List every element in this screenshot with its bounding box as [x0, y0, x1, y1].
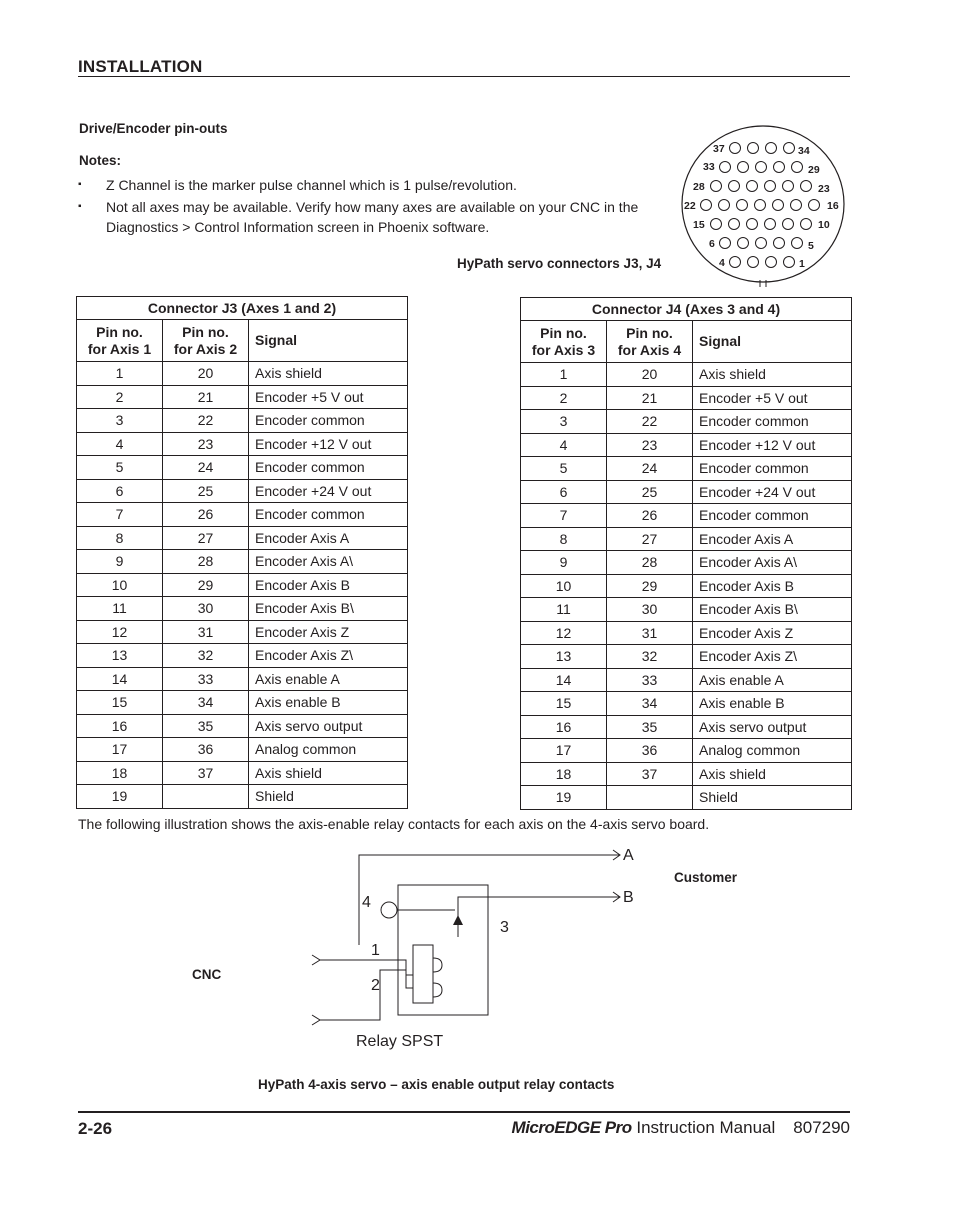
j4-cell-pin-a: 5 — [521, 457, 607, 481]
pin-hole — [783, 181, 794, 192]
table-row — [77, 550, 408, 574]
label-pin-2: 2 — [371, 977, 380, 994]
pin-hole — [791, 200, 802, 211]
j4-cell-pin-b: 26 — [607, 504, 693, 528]
j4-cell-signal: Encoder Axis B — [693, 574, 852, 598]
j4-cell-pin-b: 22 — [607, 410, 693, 434]
notes-label: Notes: — [79, 153, 122, 168]
pin-hole — [730, 257, 741, 268]
j3-header-axis1 — [77, 320, 163, 362]
pin-label-4: 4 — [719, 257, 725, 269]
table-row — [77, 714, 408, 738]
label-b: B — [623, 889, 634, 906]
table-row — [521, 762, 852, 786]
pin-label-16: 16 — [827, 200, 839, 212]
j4-cell-pin-b: 28 — [607, 551, 693, 575]
table-row — [77, 667, 408, 691]
j3-cell-pin-b: 31 — [163, 620, 249, 644]
j4-header-axis3-text: Pin no. for Axis 3 — [531, 324, 596, 358]
pin-label-10: 10 — [818, 219, 830, 231]
table-row — [521, 457, 852, 481]
j4-cell-pin-a: 17 — [521, 739, 607, 763]
relay-intro: The following illustration shows the axis-enable relay contacts for each axis on the 4-axis servo board. — [78, 816, 710, 832]
j3-cell-pin-a: 5 — [77, 456, 163, 480]
j3-cell-signal: Encoder Axis A — [249, 526, 408, 550]
pin-hole — [730, 143, 741, 154]
j4-header-signal: Signal — [693, 321, 852, 363]
pin-hole — [711, 181, 722, 192]
pin-hole — [748, 257, 759, 268]
j4-cell-signal: Axis servo output — [693, 715, 852, 739]
connector-caption: HyPath servo connectors J3, J4 — [457, 256, 662, 271]
pin-hole — [809, 200, 820, 211]
connector-j3-table — [76, 296, 408, 809]
pin-hole — [792, 238, 803, 249]
j4-cell-pin-b: 35 — [607, 715, 693, 739]
j4-cell-signal: Encoder Axis Z\ — [693, 645, 852, 669]
j4-cell-pin-a: 10 — [521, 574, 607, 598]
pin-hole — [720, 238, 731, 249]
j3-cell-pin-a: 3 — [77, 409, 163, 433]
table-row — [77, 644, 408, 668]
label-pin-3: 3 — [500, 919, 509, 936]
j3-cell-pin-b: 28 — [163, 550, 249, 574]
table-row — [521, 692, 852, 716]
pin-hole — [711, 219, 722, 230]
j3-cell-signal: Encoder +5 V out — [249, 385, 408, 409]
table-row — [77, 597, 408, 621]
j3-cell-pin-a: 10 — [77, 573, 163, 597]
pin-hole — [737, 200, 748, 211]
j4-cell-pin-a: 14 — [521, 668, 607, 692]
j3-cell-signal: Axis shield — [249, 362, 408, 386]
pin-hole — [729, 219, 740, 230]
j3-cell-pin-a: 11 — [77, 597, 163, 621]
pin-label-1: 1 — [799, 258, 805, 270]
j3-cell-pin-a: 17 — [77, 738, 163, 762]
table-row — [77, 573, 408, 597]
j3-cell-signal: Encoder Axis A\ — [249, 550, 408, 574]
j3-cell-pin-a: 2 — [77, 385, 163, 409]
table-row — [521, 621, 852, 645]
j4-cell-signal: Encoder Axis A — [693, 527, 852, 551]
j4-cell-pin-a: 12 — [521, 621, 607, 645]
table-row — [521, 645, 852, 669]
customer-label: Customer — [674, 870, 738, 885]
j3-cell-signal: Axis shield — [249, 761, 408, 785]
j3-cell-signal: Encoder common — [249, 409, 408, 433]
footer-rule — [78, 1111, 850, 1113]
j3-cell-pin-b: 34 — [163, 691, 249, 715]
j4-cell-signal: Encoder +5 V out — [693, 386, 852, 410]
j3-cell-signal: Encoder Axis B — [249, 573, 408, 597]
wire-to-b — [458, 897, 620, 937]
j4-cell-pin-b: 29 — [607, 574, 693, 598]
pin-hole — [701, 200, 712, 211]
j3-cell-pin-b: 36 — [163, 738, 249, 762]
pin-hole — [765, 181, 776, 192]
j4-cell-signal: Encoder common — [693, 457, 852, 481]
j3-header-axis2-text: Pin no. for Axis 2 — [173, 323, 238, 357]
j3-cell-pin-b: 26 — [163, 503, 249, 527]
table-row — [77, 479, 408, 503]
pin-label-15: 15 — [693, 219, 705, 231]
j4-cell-pin-b: 34 — [607, 692, 693, 716]
table-row — [521, 786, 852, 810]
j3-cell-pin-a: 18 — [77, 761, 163, 785]
pin-hole — [801, 181, 812, 192]
j3-cell-signal: Analog common — [249, 738, 408, 762]
j3-caption: Connector J3 (Axes 1 and 2) — [77, 297, 408, 320]
table-row — [77, 409, 408, 433]
note-item: ▪ Z Channel is the marker pulse channel which is 1 pulse/revolution. — [78, 175, 660, 195]
j4-cell-pin-b: 32 — [607, 645, 693, 669]
j3-cell-pin-a: 14 — [77, 667, 163, 691]
j3-cell-pin-a: 19 — [77, 785, 163, 809]
j4-cell-pin-b: 30 — [607, 598, 693, 622]
j3-cell-pin-b: 37 — [163, 761, 249, 785]
j4-caption: Connector J4 (Axes 3 and 4) — [521, 298, 852, 321]
table-row — [521, 410, 852, 434]
label-pin-1: 1 — [371, 942, 380, 959]
relay-box — [398, 885, 488, 1015]
j3-cell-pin-b: 22 — [163, 409, 249, 433]
j3-cell-pin-b: 35 — [163, 714, 249, 738]
table-row — [521, 527, 852, 551]
j4-cell-pin-b: 25 — [607, 480, 693, 504]
pin-hole — [756, 162, 767, 173]
pin-label-22: 22 — [684, 200, 696, 212]
pin-hole — [748, 143, 759, 154]
j3-cell-signal: Encoder +12 V out — [249, 432, 408, 456]
j4-cell-pin-a: 15 — [521, 692, 607, 716]
pin-label-29: 29 — [808, 164, 820, 176]
j4-cell-signal: Axis shield — [693, 363, 852, 387]
j3-cell-pin-a: 8 — [77, 526, 163, 550]
j4-cell-pin-b: 21 — [607, 386, 693, 410]
j3-cell-pin-b — [163, 785, 249, 809]
j4-cell-pin-a: 16 — [521, 715, 607, 739]
pin-label-28: 28 — [693, 181, 705, 193]
j3-cell-pin-b: 24 — [163, 456, 249, 480]
j3-cell-signal: Encoder common — [249, 456, 408, 480]
j3-cell-pin-b: 29 — [163, 573, 249, 597]
section-title: INSTALLATION — [78, 57, 203, 76]
j4-cell-pin-a: 8 — [521, 527, 607, 551]
table-row — [521, 598, 852, 622]
pin-label-37: 37 — [713, 143, 725, 155]
j3-cell-pin-a: 6 — [77, 479, 163, 503]
connector-j4-table — [520, 297, 852, 810]
j3-cell-pin-b: 25 — [163, 479, 249, 503]
j4-cell-signal: Encoder Axis B\ — [693, 598, 852, 622]
j3-cell-pin-b: 21 — [163, 385, 249, 409]
table-row — [521, 504, 852, 528]
j4-cell-pin-a: 7 — [521, 504, 607, 528]
j4-cell-pin-a: 2 — [521, 386, 607, 410]
pin-hole — [784, 257, 795, 268]
connector-diagram — [676, 124, 850, 288]
pin-hole — [756, 238, 767, 249]
pin-hole — [729, 181, 740, 192]
relay-label: Relay SPST — [356, 1033, 444, 1050]
pin-label-6: 6 — [709, 238, 715, 250]
pin-hole — [783, 219, 794, 230]
j3-cell-signal: Axis servo output — [249, 714, 408, 738]
table-row — [521, 386, 852, 410]
table-row — [77, 503, 408, 527]
table-row — [521, 433, 852, 457]
pin-hole — [774, 238, 785, 249]
j4-cell-pin-b: 27 — [607, 527, 693, 551]
j4-cell-pin-a: 3 — [521, 410, 607, 434]
j4-header-axis4 — [607, 321, 693, 363]
j4-cell-pin-a: 4 — [521, 433, 607, 457]
j4-cell-pin-b: 31 — [607, 621, 693, 645]
j4-cell-pin-a: 11 — [521, 598, 607, 622]
j3-cell-signal: Encoder common — [249, 503, 408, 527]
pin-hole — [720, 162, 731, 173]
j3-cell-pin-b: 23 — [163, 432, 249, 456]
j3-cell-pin-b: 30 — [163, 597, 249, 621]
pin-label-33: 33 — [703, 161, 715, 173]
pinouts-heading: Drive/Encoder pin-outs — [79, 121, 228, 136]
j3-cell-pin-a: 7 — [77, 503, 163, 527]
table-row — [77, 432, 408, 456]
relay-coil — [413, 945, 433, 1003]
table-row — [521, 480, 852, 504]
table-row — [77, 385, 408, 409]
j3-cell-signal: Axis enable A — [249, 667, 408, 691]
table-row — [521, 715, 852, 739]
j4-cell-pin-b — [607, 786, 693, 810]
j3-cell-pin-b: 32 — [163, 644, 249, 668]
j3-cell-signal: Shield — [249, 785, 408, 809]
brand-name: MicroEDGE Pro — [511, 1118, 632, 1137]
relay-caption: HyPath 4-axis servo – axis enable output relay contacts — [258, 1077, 615, 1092]
j3-cell-signal: Encoder +24 V out — [249, 479, 408, 503]
page-number: 2-26 — [78, 1119, 113, 1138]
j3-header-axis1-text: Pin no. for Axis 1 — [87, 323, 152, 357]
pin-hole — [719, 200, 730, 211]
manual-label: Instruction Manual — [631, 1118, 776, 1137]
j4-cell-pin-b: 37 — [607, 762, 693, 786]
j4-cell-signal: Shield — [693, 786, 852, 810]
j3-cell-pin-a: 1 — [77, 362, 163, 386]
j4-cell-signal: Encoder +24 V out — [693, 480, 852, 504]
j4-cell-signal: Encoder +12 V out — [693, 433, 852, 457]
j4-cell-signal: Encoder Axis Z — [693, 621, 852, 645]
table-row — [77, 526, 408, 550]
contact-arrow — [453, 915, 463, 925]
j4-cell-pin-b: 33 — [607, 668, 693, 692]
j3-cell-signal: Encoder Axis B\ — [249, 597, 408, 621]
j3-cell-signal: Encoder Axis Z\ — [249, 644, 408, 668]
pin-hole — [755, 200, 766, 211]
table-row — [521, 363, 852, 387]
pin-hole — [747, 181, 758, 192]
header-rule — [78, 76, 850, 77]
table-row — [77, 785, 408, 809]
pin-hole — [801, 219, 812, 230]
j4-cell-pin-a: 19 — [521, 786, 607, 810]
pin-hole — [738, 238, 749, 249]
notes-list — [78, 175, 660, 239]
pin-hole — [766, 257, 777, 268]
table-row — [521, 739, 852, 763]
pin-hole — [792, 162, 803, 173]
j4-cell-signal: Encoder common — [693, 504, 852, 528]
j4-cell-signal: Axis enable A — [693, 668, 852, 692]
table-row — [521, 668, 852, 692]
j4-cell-pin-a: 6 — [521, 480, 607, 504]
j3-cell-pin-a: 13 — [77, 644, 163, 668]
label-pin-4: 4 — [362, 894, 371, 911]
pin-label-5: 5 — [808, 240, 814, 252]
pin-hole — [747, 219, 758, 230]
j3-header-axis2 — [163, 320, 249, 362]
pin-hole — [766, 143, 777, 154]
table-row — [77, 456, 408, 480]
j4-header-axis4-text: Pin no. for Axis 4 — [617, 324, 682, 358]
note-item: ▪ Not all axes may be available. Verify how many axes are available on your CNC in the Diagnostics > Control Information screen in Phoenix software. — [78, 197, 660, 237]
j4-cell-signal: Encoder common — [693, 410, 852, 434]
j4-cell-pin-b: 23 — [607, 433, 693, 457]
j3-cell-signal: Encoder Axis Z — [249, 620, 408, 644]
j4-cell-pin-b: 36 — [607, 739, 693, 763]
pin-hole — [773, 200, 784, 211]
table-row — [521, 551, 852, 575]
table-row — [77, 738, 408, 762]
pin-hole — [784, 143, 795, 154]
part-number: 807290 — [793, 1118, 850, 1137]
j3-cell-pin-a: 4 — [77, 432, 163, 456]
j4-cell-pin-b: 24 — [607, 457, 693, 481]
pin-hole — [774, 162, 785, 173]
j4-cell-signal: Axis shield — [693, 762, 852, 786]
table-row — [77, 691, 408, 715]
j3-header-signal: Signal — [249, 320, 408, 362]
j3-cell-signal: Axis enable B — [249, 691, 408, 715]
table-row — [521, 574, 852, 598]
j4-cell-pin-a: 18 — [521, 762, 607, 786]
j4-cell-signal: Axis enable B — [693, 692, 852, 716]
j4-cell-pin-a: 9 — [521, 551, 607, 575]
pin-hole — [765, 219, 776, 230]
pin-hole — [738, 162, 749, 173]
pin-label-23: 23 — [818, 183, 830, 195]
j3-cell-pin-a: 15 — [77, 691, 163, 715]
pin-label-34: 34 — [798, 145, 810, 157]
j4-cell-pin-b: 20 — [607, 363, 693, 387]
j3-cell-pin-a: 12 — [77, 620, 163, 644]
label-a: A — [623, 847, 634, 864]
j3-cell-pin-b: 20 — [163, 362, 249, 386]
j3-cell-pin-b: 27 — [163, 526, 249, 550]
j3-cell-pin-a: 9 — [77, 550, 163, 574]
j4-cell-pin-a: 13 — [521, 645, 607, 669]
cnc-label: CNC — [192, 967, 222, 982]
j4-cell-pin-a: 1 — [521, 363, 607, 387]
table-row — [77, 620, 408, 644]
table-row — [77, 761, 408, 785]
connector-pin-holes — [701, 143, 820, 268]
table-row — [77, 362, 408, 386]
j4-cell-signal: Encoder Axis A\ — [693, 551, 852, 575]
j3-cell-pin-a: 16 — [77, 714, 163, 738]
relay-diagram — [192, 840, 770, 1055]
j3-cell-pin-b: 33 — [163, 667, 249, 691]
j4-cell-signal: Analog common — [693, 739, 852, 763]
footer-title — [512, 1118, 850, 1138]
j4-header-axis3 — [521, 321, 607, 363]
contact-4 — [381, 902, 397, 918]
